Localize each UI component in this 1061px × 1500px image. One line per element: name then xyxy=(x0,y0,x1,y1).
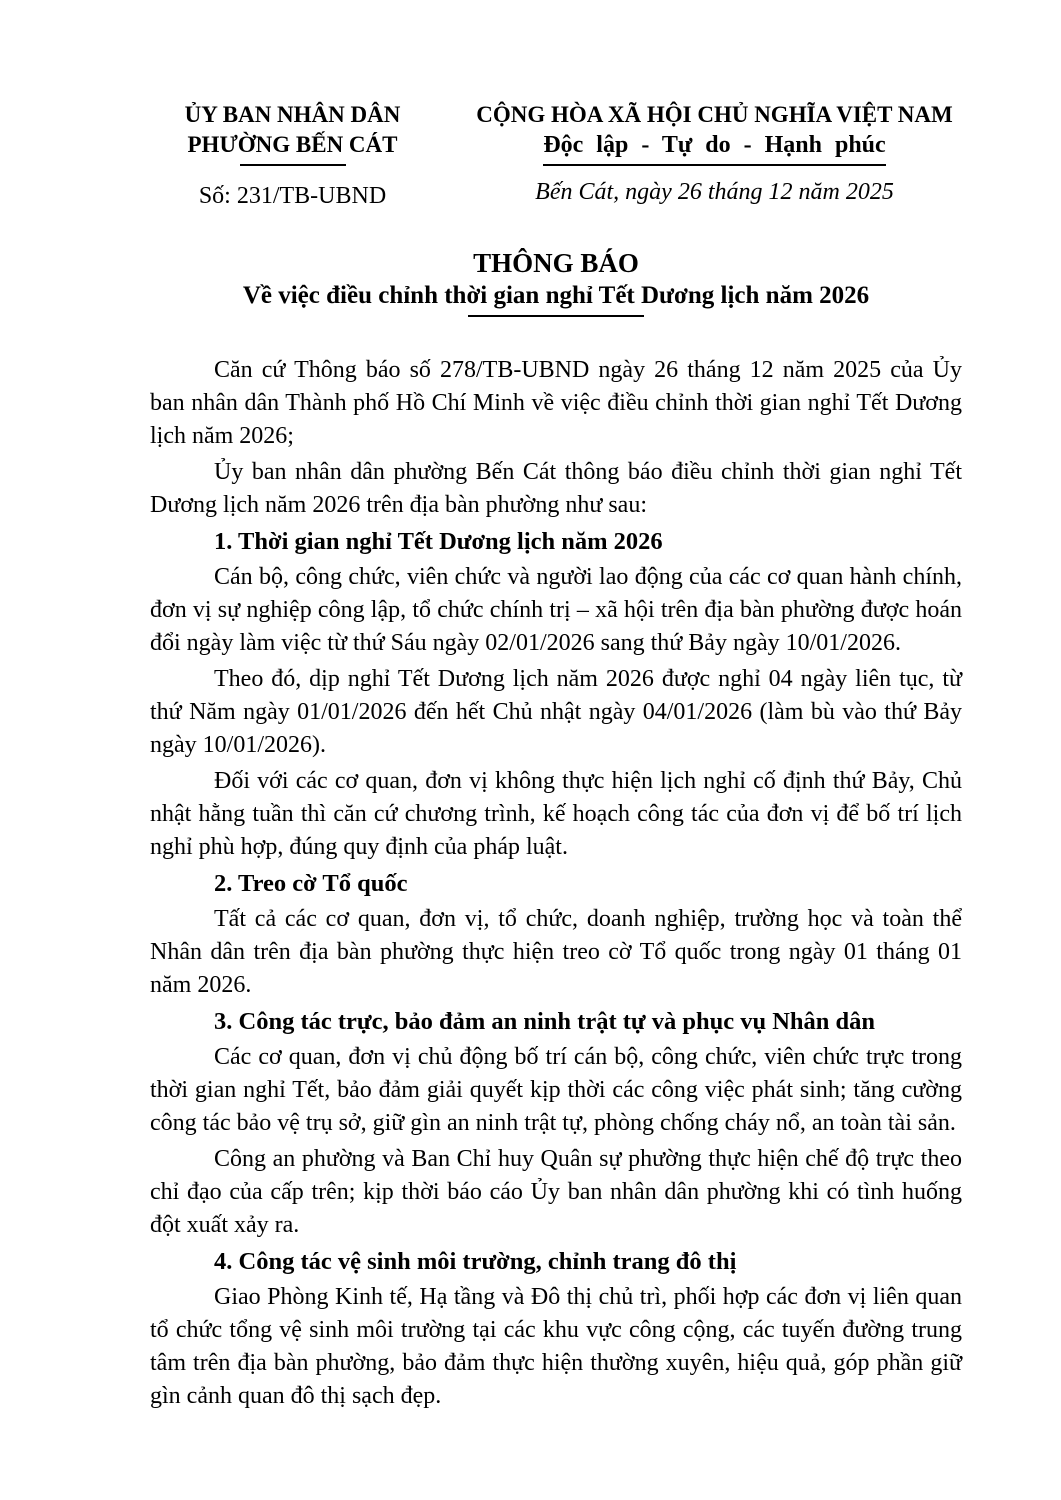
section-3-paragraph: Công an phường và Ban Chỉ huy Quân sự phường thực hiện chế độ trực theo chỉ đạo của cấp trên; kịp thời báo cáo Ủy ban nhân dân phường khi có tình huống đột xuất xảy ra. xyxy=(150,1146,962,1238)
section-4-paragraph: Giao Phòng Kinh tế, Hạ tầng và Đô thị chủ trì, phối hợp các đơn vị liên quan tổ chức tổng vệ sinh môi trường tại các khu vực công cộng, các tuyến đường trung tâm trên địa bàn phường, bảo đảm thực hiện thường xuyên, hiệu quả, góp phần giữ gìn cảnh quan đô thị sạch đẹp. xyxy=(150,1284,962,1409)
place-date-line: Bến Cát, ngày 26 tháng 12 năm 2025 xyxy=(535,179,894,205)
national-motto-line xyxy=(467,130,962,166)
issuing-authority-line2: PHƯỜNG BẾN CÁT xyxy=(187,132,398,157)
section-1-paragraph: Đối với các cơ quan, đơn vị không thực hiện lịch nghỉ cố định thứ Bảy, Chủ nhật hằng tuần thì căn cứ chương trình, kế hoạch công tác của đơn vị để bố trí lịch nghỉ phù hợp, đúng quy định của pháp luật. xyxy=(150,768,962,860)
section-2-heading: 2. Treo cờ Tổ quốc xyxy=(214,870,408,897)
document-header xyxy=(150,100,962,211)
intro-paragraph: Căn cứ Thông báo số 278/TB-UBND ngày 26 tháng 12 năm 2025 của Ủy ban nhân dân Thành phố Hồ Chí Minh về việc điều chỉnh thời gian nghỉ Tết Dương lịch năm 2026; xyxy=(150,357,962,449)
title-block xyxy=(150,247,962,317)
document-subtitle: Về việc điều chỉnh thời gian nghỉ Tết Dương lịch năm 2026 xyxy=(242,282,870,309)
section-3-paragraph: Các cơ quan, đơn vị chủ động bố trí cán bộ, công chức, viên chức trực trong thời gian nghỉ Tết, bảo đảm giải quyết kịp thời các công việc phát sinh; tăng cường công tác bảo vệ trụ sở, giữ gìn an ninh trật tự, phòng chống cháy nổ, an toàn tài sản. xyxy=(150,1044,962,1136)
title-rule xyxy=(468,315,644,317)
issuing-authority-line1: ỦY BAN NHÂN DÂN xyxy=(184,102,401,127)
section-1-paragraph: Cán bộ, công chức, viên chức và người lao động của các cơ quan hành chính, đơn vị sự nghiệp công lập, tổ chức chính trị – xã hội trên địa bàn phường được hoán đổi ngày làm việc từ thứ Sáu ngày 02/01/2026 sang thứ Bảy ngày 10/01/2026. xyxy=(150,564,962,656)
document-number: Số: 231/TB-UBND xyxy=(198,183,387,209)
national-motto-text: Độc lập - Tự do - Hạnh phúc xyxy=(543,130,885,166)
national-header-block xyxy=(467,100,962,207)
national-name-line: CỘNG HÒA XÃ HỘI CHỦ NGHĨA VIỆT NAM xyxy=(476,102,953,127)
section-3-heading: 3. Công tác trực, bảo đảm an ninh trật tự và phục vụ Nhân dân xyxy=(214,1008,876,1035)
issuing-authority-rule xyxy=(240,164,346,166)
section-1-paragraph: Theo đó, dịp nghỉ Tết Dương lịch năm 2026 được nghỉ 04 ngày liên tục, từ thứ Năm ngày 01/01/2026 đến hết Chủ nhật ngày 04/01/2026 (làm bù vào thứ Bảy ngày 10/01/2026). xyxy=(150,666,962,758)
section-4-heading: 4. Công tác vệ sinh môi trường, chỉnh trang đô thị xyxy=(214,1248,737,1275)
issuing-authority-block xyxy=(150,100,435,211)
document-title: THÔNG BÁO xyxy=(473,248,639,278)
intro-paragraph: Ủy ban nhân dân phường Bến Cát thông báo điều chỉnh thời gian nghỉ Tết Dương lịch năm 2026 trên địa bàn phường như sau: xyxy=(150,459,962,518)
section-2-paragraph: Tất cả các cơ quan, đơn vị, tổ chức, doanh nghiệp, trường học và toàn thể Nhân dân trên địa bàn phường thực hiện treo cờ Tổ quốc trong ngày 01 tháng 01 năm 2026. xyxy=(150,906,962,998)
document-body xyxy=(150,354,962,1413)
section-1-heading: 1. Thời gian nghỉ Tết Dương lịch năm 2026 xyxy=(214,528,663,555)
